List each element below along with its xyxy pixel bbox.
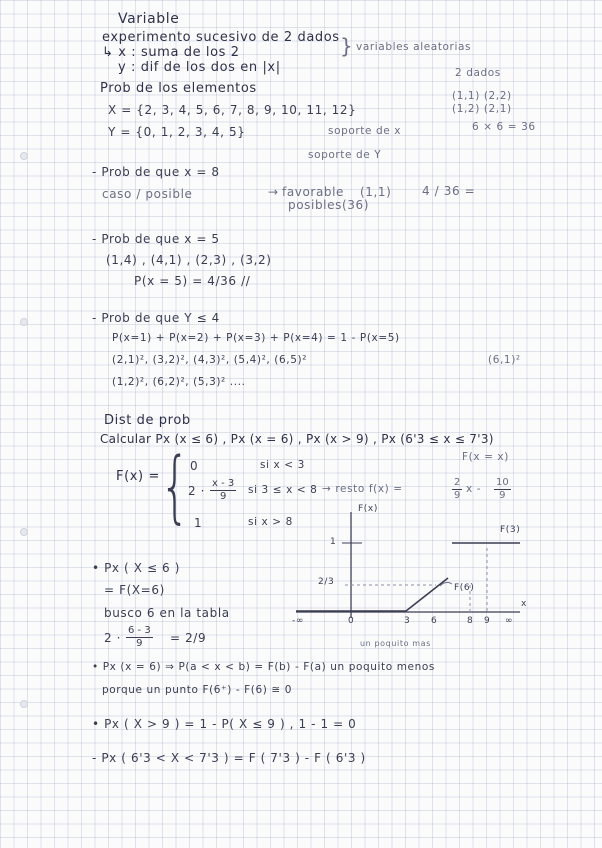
case-2-note: → resto f(x) = (322, 483, 403, 495)
case-2-condition: si 3 ≤ x < 8 (248, 484, 318, 496)
tick-3: 3 (404, 616, 411, 626)
graph-y-one: 1 (330, 537, 337, 547)
soporte-y-label: soporte de Y (308, 149, 382, 161)
prob-x5-heading: - Prob de que x = 5 (92, 232, 220, 246)
prob-x8-heading: - Prob de que x = 8 (92, 165, 220, 179)
prob-y4-line-1: P(x=1) + P(x=2) + P(x=3) + P(x=4) = 1 - P(x=5) (112, 332, 400, 344)
px-eq6-line-2: porque un punto F(6⁺) - F(6) ≅ 0 (102, 684, 293, 696)
soporte-x-label: soporte de x (328, 125, 402, 137)
prob-y4-line-2: (2,1)², (3,2)², (4,3)², (5,4)², (6,5)² (112, 354, 308, 366)
piecewise-brace: { (160, 442, 191, 532)
case-1-value: 0 (190, 459, 199, 473)
case-2-note-den-2: 9 (499, 489, 506, 501)
dice-pairs-1: (1,1) (2,2) (452, 90, 512, 102)
case-3-value: 1 (194, 516, 203, 530)
px-le6-fraction (126, 625, 153, 649)
graph-f3-label: F(3) (500, 525, 521, 535)
tick-6: 6 (431, 616, 438, 626)
favorable-value: (1,1) (360, 185, 392, 199)
px-range-line: - Px ( 6'3 < X < 7'3 ) = F ( 7'3 ) - F ( 6'3 ) (92, 751, 366, 765)
dist-heading: Dist de prob (104, 413, 191, 428)
graph-annotation: un poquito mas (360, 639, 431, 648)
binder-hole (20, 700, 28, 708)
case-2-numerator: x - 3 (212, 478, 235, 489)
tick-8: 8 (467, 616, 474, 626)
px-le6-line-3: busco 6 en la tabla (104, 606, 230, 620)
px-le6-line-4a: 2 · (104, 631, 122, 645)
binder-hole (20, 528, 28, 536)
prob-x8-result: 4 / 36 = (422, 184, 476, 198)
case-2-denominator: 9 (219, 490, 227, 502)
tick-pos-inf: ∞ (505, 616, 514, 626)
case-2-note-den-1: 9 (454, 489, 461, 501)
px-le6-numerator: 6 - 3 (128, 625, 151, 636)
graph-f6-label: F(6) (454, 583, 475, 593)
intro-line-2: ↳ x : suma de los 2 (102, 45, 240, 60)
tick-0: 0 (348, 616, 355, 626)
y-set: Y = {0, 1, 2, 3, 4, 5} (108, 125, 246, 139)
fx-note: F(x = x) (462, 451, 509, 463)
intro-line-3: y : dif de los dos en |x| (118, 60, 281, 75)
case-2-value: 2 · (188, 484, 206, 498)
caso-arrow: → (268, 185, 279, 199)
fx-label: F(x) = (116, 469, 160, 484)
px-le6-line-4b: = 2/9 (170, 631, 207, 645)
binder-hole (20, 318, 28, 326)
total-outcomes: 6 × 6 = 36 (472, 121, 536, 133)
intro-note-2: 2 dados (455, 67, 501, 79)
tick-9: 9 (484, 616, 491, 626)
tick-neg-inf: -∞ (292, 616, 304, 626)
dice-pairs-2: (1,2) (2,1) (452, 103, 512, 115)
prob-y4-line-2b: (6,1)² (488, 354, 521, 366)
case-2-note-x: x - (466, 483, 482, 495)
prob-y4-line-3: (1,2)², (6,2)², (5,3)² .... (112, 376, 246, 388)
posibles-label: posibles (288, 198, 342, 212)
favorable-label: favorable (282, 185, 345, 199)
x-set: X = {2, 3, 4, 5, 6, 7, 8, 9, 10, 11, 12} (108, 103, 357, 117)
prob-x5-pairs: (1,4) , (4,1) , (2,3) , (3,2) (106, 253, 272, 267)
case-1-condition: si x < 3 (260, 459, 305, 471)
graph-x-label: x (521, 599, 527, 609)
intro-note-1: variables aleatorias (356, 41, 472, 53)
graph-y-two-thirds: 2/3 (318, 577, 335, 587)
px-le6-line-1: • Px ( X ≤ 6 ) (92, 561, 180, 575)
px-eq6-line-1: • Px (x = 6) ⇒ P(a < x < b) = F(b) - F(a) un poquito menos (92, 661, 435, 673)
case-2-note-num-1: 2 (454, 477, 461, 488)
case-2-note-num-2: 10 (496, 477, 509, 488)
prob-elementos-heading: Prob de los elementos (100, 81, 257, 96)
prob-x5-result: P(x = 5) = 4/36 // (134, 274, 251, 288)
intro-line-1: experimento sucesivo de 2 dados (102, 30, 340, 45)
case-3-condition: si x > 8 (248, 516, 293, 528)
intro-brace-note: } (340, 34, 354, 58)
prob-y4-heading: - Prob de que Y ≤ 4 (92, 311, 220, 325)
graph-y-label: F(x) (358, 504, 378, 514)
posibles-value: (36) (342, 198, 370, 212)
px-gt9-line: • Px ( X > 9 ) = 1 - P( X ≤ 9 ) , 1 - 1 = 0 (92, 717, 357, 731)
page-title: Variable (118, 11, 180, 27)
f-ramp-segment (406, 578, 448, 611)
caso-posible: caso / posible (102, 187, 193, 201)
calcular-line: Calcular Px (x ≤ 6) , Px (x = 6) , Px (x > 9) , Px (6'3 ≤ x ≤ 7'3) (100, 432, 494, 446)
binder-hole (20, 152, 28, 160)
px-le6-denominator: 9 (136, 637, 143, 649)
px-le6-line-2: = F(X=6) (104, 583, 165, 597)
